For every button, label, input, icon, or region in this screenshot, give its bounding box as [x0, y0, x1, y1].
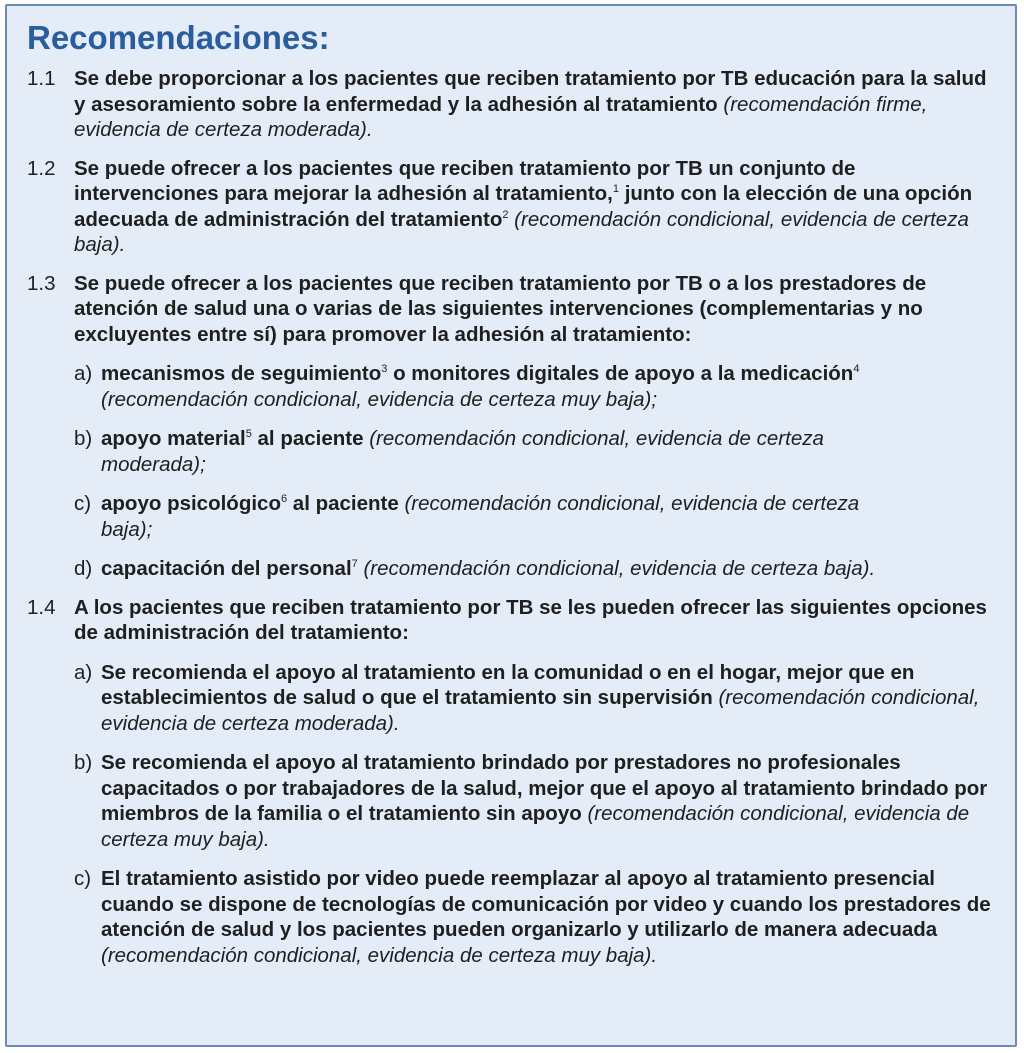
- recommendation-1-1: [27, 66, 999, 143]
- recommendation-1-4: [27, 595, 999, 969]
- sub-item-text: o monitores digitales de apoyo a la medicación: [387, 362, 854, 385]
- recommendation-number: 1.2: [27, 156, 56, 180]
- recommendation-text: A los pacientes que reciben tratamiento por TB se les pueden ofrecer las siguientes opciones de administración del tratamiento:: [74, 595, 987, 644]
- sub-item-letter: c): [74, 867, 92, 890]
- recommendation-strength: (recomendación condicional, evidencia de certeza muy baja).: [101, 943, 658, 967]
- sub-item-text: Se recomienda el apoyo al tratamiento en la comunidad o en el hogar, mejor que en establecimientos de salud o que el tratamiento sin supervisión: [101, 660, 915, 709]
- sub-item-b: [74, 426, 999, 477]
- recommendations-box: [5, 4, 1017, 1047]
- sub-item-text: Se recomienda el apoyo al tratamiento brindado por prestadores no profesionales capacitados o por trabajadores de la salud, mejor que el apoyo al tratamiento brindado por miembros de la familia o el tratamiento sin apoyo: [101, 751, 988, 825]
- recommendation-text: Se puede ofrecer a los pacientes que reciben tratamiento por TB un conjunto de intervenciones para mejorar la adhesión al tratamiento,: [74, 156, 856, 205]
- recommendation-1-3: [27, 271, 999, 582]
- recommendation-number: 1.3: [27, 271, 56, 295]
- recommendation-strength: (recomendación condicional, evidencia de certeza baja).: [74, 207, 969, 256]
- sub-item-letter: b): [74, 751, 93, 774]
- sub-item-a: [74, 361, 999, 412]
- recommendation-strength: (recomendación condicional, evidencia de certeza baja).: [357, 557, 876, 580]
- sub-item-text: apoyo material: [101, 427, 246, 450]
- sub-item-text: capacitación del personal: [101, 557, 352, 580]
- footnote-ref: 7: [351, 558, 358, 571]
- recommendation-strength: (recomendación condicional, evidencia de certeza muy baja);: [101, 387, 658, 411]
- sub-item-letter: b): [74, 427, 93, 450]
- recommendation-number: 1.1: [27, 67, 56, 90]
- sub-item-text: mecanismos de seguimiento: [101, 362, 382, 385]
- sub-item-c: [74, 866, 999, 968]
- recommendation-strength: (recomendación firme, evidencia de certeza moderada).: [74, 92, 928, 141]
- recommendation-strength: (recomendación condicional, evidencia de certeza moderada).: [101, 686, 980, 735]
- recommendation-text: junto con la elección de una opción adecuada de administración del tratamiento: [74, 182, 973, 231]
- recommendation-text: Se puede ofrecer a los pacientes que reciben tratamiento por TB o a los prestadores de atención de salud una o varias de las siguientes intervenciones (complementarias y no excluyentes entre sí) para promover la adhesión al tratamiento:: [74, 271, 927, 346]
- recommendation-1-2: [27, 156, 999, 258]
- footnote-ref: 5: [245, 428, 252, 441]
- sub-item-text: al paciente: [287, 492, 399, 515]
- sub-item-letter: d): [74, 557, 93, 580]
- sub-item-letter: c): [74, 492, 92, 515]
- recommendation-strength: (recomendación condicional, evidencia de certeza moderada);: [101, 427, 824, 476]
- sub-item-text: El tratamiento asistido por video puede reemplazar al apoyo al tratamiento presencial cuando se dispone de tecnologías de comunicación por video y cuando los prestadores de atención de salud y los pacientes pueden organizarlo y utilizarlo de manera adecuada: [101, 867, 991, 941]
- sub-item-letter: a): [74, 660, 93, 684]
- sub-item-b: [74, 750, 999, 852]
- recommendation-strength: (recomendación condicional, evidencia de certeza baja);: [101, 492, 860, 541]
- footnote-ref: 2: [502, 208, 509, 221]
- sub-item-letter: a): [74, 362, 93, 385]
- footnote-ref: 3: [381, 363, 388, 376]
- footnote-ref: 6: [280, 493, 288, 506]
- sub-item-text: al paciente: [251, 427, 364, 450]
- page-title: Recomendaciones:: [27, 19, 330, 56]
- sub-item-a: [74, 660, 999, 737]
- sub-item-c: [74, 491, 999, 542]
- sub-item-d: [74, 556, 999, 582]
- footnote-ref: 4: [853, 363, 860, 376]
- footnote-ref: 1: [612, 183, 620, 196]
- sub-item-text: apoyo psicológico: [101, 492, 281, 515]
- recommendation-text: Se debe proporcionar a los pacientes que reciben tratamiento por TB educación para la salud y asesoramiento sobre la enfermedad y la adhesión al tratamiento: [74, 67, 987, 116]
- recommendation-strength: (recomendación condicional, evidencia de certeza muy baja).: [101, 802, 970, 851]
- recommendation-number: 1.4: [27, 595, 56, 619]
